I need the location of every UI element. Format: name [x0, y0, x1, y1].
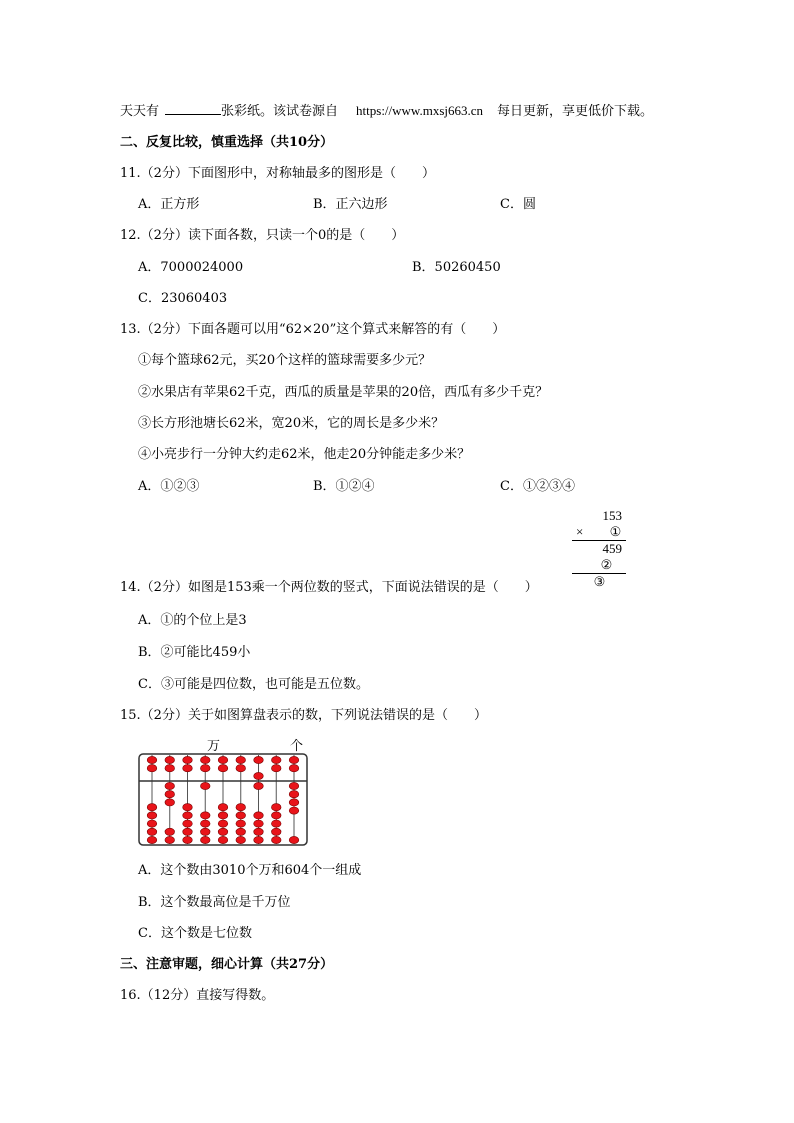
vmul-multiplier: ①: [609, 524, 622, 539]
header-part1: 天天有: [120, 104, 160, 119]
abacus-bead: [236, 812, 246, 819]
abacus-bead: [165, 765, 175, 772]
abacus-bead: [218, 765, 228, 772]
abacus-figure: [138, 753, 308, 846]
abacus-bead: [218, 812, 228, 819]
abacus-bead: [271, 828, 281, 835]
q15-stem: 15.（2分）关于如图算盘表示的数，下列说法错误的是（ ）: [120, 708, 487, 723]
abacus-bead: [183, 756, 193, 763]
abacus-bead: [289, 765, 299, 772]
abacus-bead: [200, 756, 210, 763]
q12-option-c[interactable]: C．23060403: [138, 291, 228, 306]
abacus-bead: [218, 756, 228, 763]
abacus-bead: [165, 782, 175, 789]
q13-item-4: ④小亮步行一分钟大约走62米，他走20分钟能走多少米？: [138, 447, 471, 462]
abacus-bead: [236, 828, 246, 835]
abacus-bead: [254, 828, 264, 835]
section3-title: 三、注意审题，细心计算（共27分）: [120, 957, 334, 972]
abacus-bead: [289, 807, 299, 814]
q11-option-b[interactable]: B．正六边形: [313, 197, 388, 212]
abacus-bead: [147, 765, 157, 772]
abacus-bead: [183, 828, 193, 835]
q11-option-a[interactable]: A．正方形: [138, 197, 200, 212]
abacus-bead: [147, 828, 157, 835]
abacus-bead: [183, 836, 193, 843]
q15-option-b[interactable]: B．这个数最高位是千万位: [138, 895, 291, 910]
abacus-bead: [218, 820, 228, 827]
q12-stem: 12.（2分）读下面各数，只读一个0的是（ ）: [120, 228, 405, 243]
abacus-label-ge: 个: [290, 739, 304, 754]
abacus-bead: [289, 791, 299, 798]
abacus-label-wan: 万: [207, 739, 221, 754]
abacus-bead: [200, 782, 210, 789]
q13-option-b[interactable]: B．①②④: [313, 479, 375, 494]
page-header: [120, 103, 653, 120]
q15-option-c[interactable]: C．这个数是七位数: [138, 926, 252, 941]
q11-stem: 11.（2分）下面图形中，对称轴最多的图形是（ ）: [120, 166, 435, 181]
vmul-result: ③: [593, 574, 606, 589]
vertical-multiplication: [570, 508, 626, 590]
abacus-bead: [236, 820, 246, 827]
abacus-bead: [200, 836, 210, 843]
abacus-bead: [271, 812, 281, 819]
section2-title: 二、反复比较，慎重选择（共10分）: [120, 135, 334, 150]
abacus-bead: [218, 828, 228, 835]
header-part3: 每日更新，享更低价下载。: [497, 104, 654, 119]
q15-option-a[interactable]: A．这个数由3010个万和604个一组成: [138, 863, 362, 878]
abacus-bead: [254, 756, 264, 763]
q13-item-3: ③长方形池塘长62米，宽20米，它的周长是多少米？: [138, 416, 445, 431]
q13-item-1: ①每个篮球62元，买20个这样的篮球需要多少元？: [138, 353, 432, 368]
abacus-bead: [200, 828, 210, 835]
q14-option-b[interactable]: B．②可能比459小: [138, 645, 251, 660]
abacus-bead: [165, 828, 175, 835]
abacus-bead: [254, 782, 264, 789]
abacus-bead: [147, 812, 157, 819]
q14-stem: 14.（2分）如图是153乘一个两位数的竖式，下面说法错误的是（ ）: [120, 580, 538, 595]
abacus-bead: [165, 791, 175, 798]
times-sign: ×: [576, 524, 584, 539]
abacus-bead: [254, 820, 264, 827]
q16-stem: 16.（12分）直接写得数。: [120, 988, 275, 1003]
abacus-bead: [271, 756, 281, 763]
abacus-bead: [236, 765, 246, 772]
q13-item-2: ②水果店有苹果62千克，西瓜的质量是苹果的20倍，西瓜有多少千克？: [138, 385, 549, 400]
q12-option-b[interactable]: B．50260450: [412, 260, 501, 275]
abacus-bead: [147, 820, 157, 827]
abacus-bead: [200, 765, 210, 772]
abacus-bead: [289, 756, 299, 763]
abacus-bead: [271, 820, 281, 827]
abacus-bead: [218, 804, 228, 811]
abacus-bead: [289, 836, 299, 843]
q11-option-c[interactable]: C．圆: [500, 197, 536, 212]
vmul-multiplicand: 153: [602, 508, 622, 523]
abacus-bead: [147, 804, 157, 811]
q13-option-a[interactable]: A．①②③: [138, 479, 200, 494]
vmul-partial1: 459: [602, 541, 622, 556]
abacus-bead: [165, 836, 175, 843]
q13-stem: 13.（2分）下面各题可以用“62×20”这个算式来解答的有（ ）: [120, 322, 506, 337]
abacus-bead: [200, 812, 210, 819]
header-url[interactable]: https://www.mxsj663.cn: [356, 103, 484, 118]
abacus-bead: [254, 772, 264, 779]
header-blank: [165, 103, 221, 115]
q12-option-a[interactable]: A．7000024000: [138, 260, 244, 275]
abacus-bead: [183, 804, 193, 811]
vmul-partial2: ②: [600, 557, 613, 572]
abacus-bead: [147, 836, 157, 843]
abacus-bead: [183, 812, 193, 819]
q14-option-c[interactable]: C．③可能是四位数，也可能是五位数。: [138, 677, 369, 692]
abacus-bead: [254, 836, 264, 843]
abacus-bead: [271, 804, 281, 811]
abacus-bead: [183, 820, 193, 827]
abacus-bead: [147, 756, 157, 763]
abacus-bead: [200, 820, 210, 827]
header-part2: 张彩纸。该试卷源自: [221, 104, 339, 119]
abacus-bead: [236, 756, 246, 763]
abacus-bead: [289, 782, 299, 789]
q14-option-a[interactable]: A．①的个位上是3: [138, 613, 247, 628]
abacus-bead: [165, 756, 175, 763]
abacus-bead: [236, 836, 246, 843]
q13-option-c[interactable]: C．①②③④: [500, 479, 575, 494]
abacus-bead: [289, 799, 299, 806]
abacus-bead: [271, 765, 281, 772]
abacus-bead: [165, 799, 175, 806]
abacus-bead: [183, 765, 193, 772]
abacus-bead: [218, 836, 228, 843]
abacus-bead: [271, 836, 281, 843]
abacus-bead: [254, 812, 264, 819]
abacus-bead: [236, 804, 246, 811]
